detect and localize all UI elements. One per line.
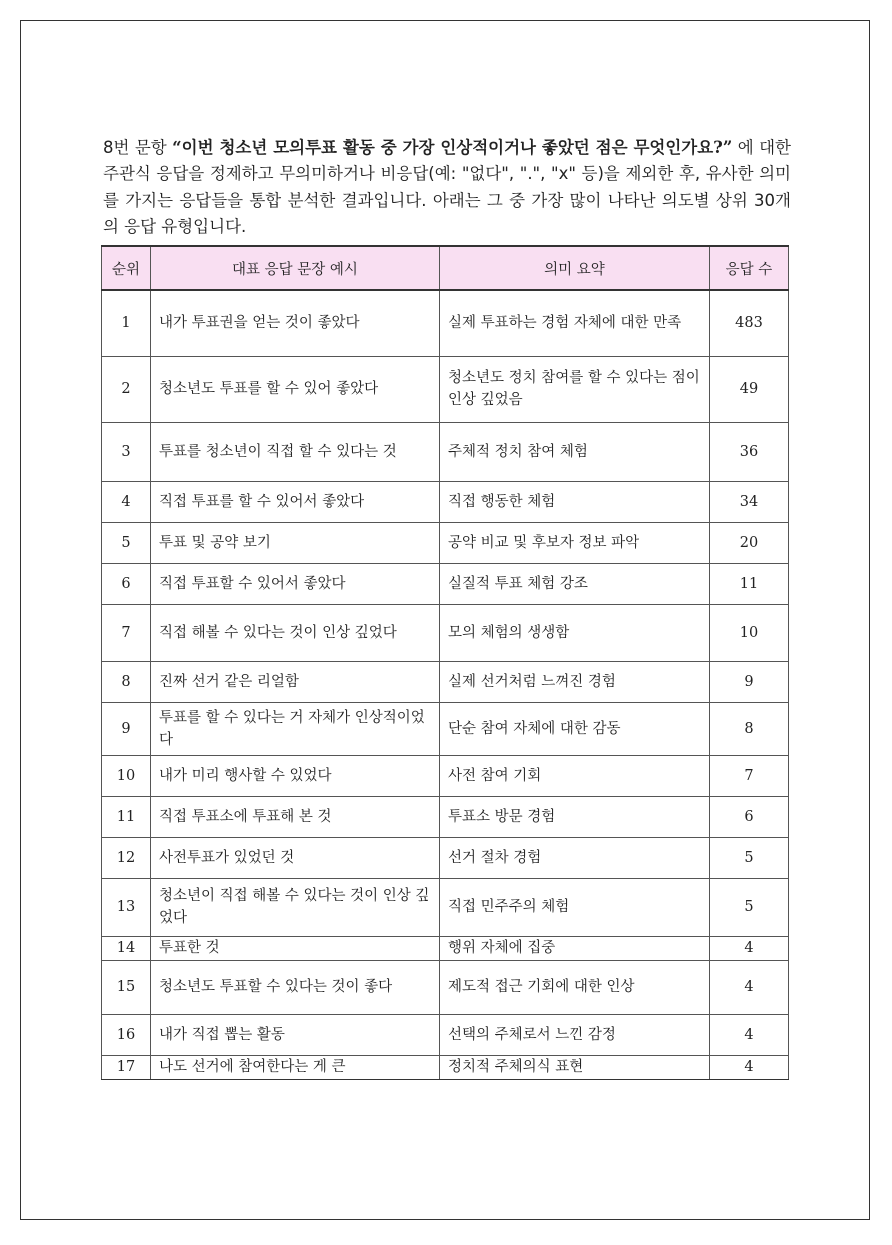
cell-example: 내가 투표권을 얻는 것이 좋았다 (151, 290, 440, 356)
cell-count: 4 (710, 1014, 789, 1055)
cell-count: 4 (710, 960, 789, 1014)
cell-example: 투표한 것 (151, 936, 440, 960)
cell-meaning: 실질적 투표 체험 강조 (440, 563, 710, 604)
cell-example: 직접 투표소에 투표해 본 것 (151, 796, 440, 837)
table-row (102, 522, 789, 563)
cell-meaning: 행위 자체에 집중 (440, 936, 710, 960)
cell-meaning: 공약 비교 및 후보자 정보 파악 (440, 522, 710, 563)
table-row (102, 661, 789, 702)
cell-meaning: 직접 민주주의 체험 (440, 878, 710, 936)
cell-rank: 1 (102, 290, 151, 356)
cell-rank: 15 (102, 960, 151, 1014)
header-rank: 순위 (102, 246, 151, 290)
table-row (102, 936, 789, 960)
cell-example: 청소년도 투표할 수 있다는 것이 좋다 (151, 960, 440, 1014)
table-row (102, 563, 789, 604)
cell-rank: 4 (102, 481, 151, 522)
cell-count: 9 (710, 661, 789, 702)
cell-meaning: 직접 행동한 체험 (440, 481, 710, 522)
cell-count: 49 (710, 356, 789, 422)
cell-rank: 11 (102, 796, 151, 837)
cell-meaning: 모의 체험의 생생함 (440, 604, 710, 661)
cell-example: 사전투표가 있었던 것 (151, 837, 440, 878)
cell-meaning: 실제 선거처럼 느껴진 경험 (440, 661, 710, 702)
cell-example: 나도 선거에 참여한다는 게 큰 (151, 1055, 440, 1079)
cell-rank: 3 (102, 422, 151, 481)
cell-rank: 16 (102, 1014, 151, 1055)
table-row (102, 356, 789, 422)
table-row (102, 837, 789, 878)
cell-count: 5 (710, 837, 789, 878)
table-row (102, 702, 789, 755)
cell-rank: 9 (102, 702, 151, 755)
cell-meaning: 선거 절차 경험 (440, 837, 710, 878)
cell-example: 진짜 선거 같은 리얼함 (151, 661, 440, 702)
cell-example: 청소년도 투표를 할 수 있어 좋았다 (151, 356, 440, 422)
cell-meaning: 청소년도 정치 참여를 할 수 있다는 점이 인상 깊었음 (440, 356, 710, 422)
cell-meaning: 제도적 접근 기회에 대한 인상 (440, 960, 710, 1014)
cell-count: 10 (710, 604, 789, 661)
cell-count: 4 (710, 936, 789, 960)
cell-rank: 8 (102, 661, 151, 702)
header-count: 응답 수 (710, 246, 789, 290)
table-body (102, 290, 789, 1079)
cell-meaning: 선택의 주체로서 느낀 감정 (440, 1014, 710, 1055)
cell-count: 483 (710, 290, 789, 356)
cell-example: 내가 직접 뽑는 활동 (151, 1014, 440, 1055)
cell-rank: 14 (102, 936, 151, 960)
table-row (102, 960, 789, 1014)
cell-meaning: 정치적 주체의식 표현 (440, 1055, 710, 1079)
cell-rank: 17 (102, 1055, 151, 1079)
table-row (102, 755, 789, 796)
cell-rank: 2 (102, 356, 151, 422)
cell-example: 직접 투표를 할 수 있어서 좋았다 (151, 481, 440, 522)
cell-count: 6 (710, 796, 789, 837)
cell-count: 36 (710, 422, 789, 481)
cell-example: 투표를 할 수 있다는 거 자체가 인상적이었다 (151, 702, 440, 755)
cell-meaning: 사전 참여 기회 (440, 755, 710, 796)
cell-rank: 12 (102, 837, 151, 878)
table-row (102, 878, 789, 936)
cell-count: 11 (710, 563, 789, 604)
table-row (102, 481, 789, 522)
cell-rank: 13 (102, 878, 151, 936)
intro-paragraph (103, 135, 791, 241)
header-example: 대표 응답 문장 예시 (151, 246, 440, 290)
cell-example: 투표 및 공약 보기 (151, 522, 440, 563)
table-row (102, 422, 789, 481)
cell-meaning: 단순 참여 자체에 대한 감동 (440, 702, 710, 755)
intro-lead: 8번 문항 (103, 137, 173, 157)
cell-count: 34 (710, 481, 789, 522)
cell-count: 5 (710, 878, 789, 936)
table-row (102, 604, 789, 661)
cell-example: 직접 해볼 수 있다는 것이 인상 깊었다 (151, 604, 440, 661)
cell-example: 직접 투표할 수 있어서 좋았다 (151, 563, 440, 604)
header-meaning: 의미 요약 (440, 246, 710, 290)
intro-body: 에 대한 주관식 응답을 정제하고 무의미하거나 비응답(예: "없다", ".", "x" 등)을 제외한 후, 유사한 의미를 가지는 응답들을 통합 분석한 결과입니다. 아래는 그 중 가장 많이 나타난 의도별 상위 30개의 응답 유형입니다. (103, 137, 791, 236)
cell-count: 4 (710, 1055, 789, 1079)
results-table (101, 245, 789, 1080)
table-row (102, 1014, 789, 1055)
cell-meaning: 투표소 방문 경험 (440, 796, 710, 837)
table-row (102, 796, 789, 837)
table-row (102, 1055, 789, 1079)
cell-rank: 7 (102, 604, 151, 661)
cell-count: 20 (710, 522, 789, 563)
cell-count: 8 (710, 702, 789, 755)
table-header-row (102, 246, 789, 290)
cell-example: 투표를 청소년이 직접 할 수 있다는 것 (151, 422, 440, 481)
cell-count: 7 (710, 755, 789, 796)
cell-meaning: 주체적 정치 참여 체험 (440, 422, 710, 481)
table-row (102, 290, 789, 356)
cell-example: 청소년이 직접 해볼 수 있다는 것이 인상 깊었다 (151, 878, 440, 936)
cell-example: 내가 미리 행사할 수 있었다 (151, 755, 440, 796)
cell-rank: 5 (102, 522, 151, 563)
survey-question: “이번 청소년 모의투표 활동 중 가장 인상적이거나 좋았던 점은 무엇인가요?” (172, 137, 733, 157)
cell-rank: 10 (102, 755, 151, 796)
cell-meaning: 실제 투표하는 경험 자체에 대한 만족 (440, 290, 710, 356)
cell-rank: 6 (102, 563, 151, 604)
